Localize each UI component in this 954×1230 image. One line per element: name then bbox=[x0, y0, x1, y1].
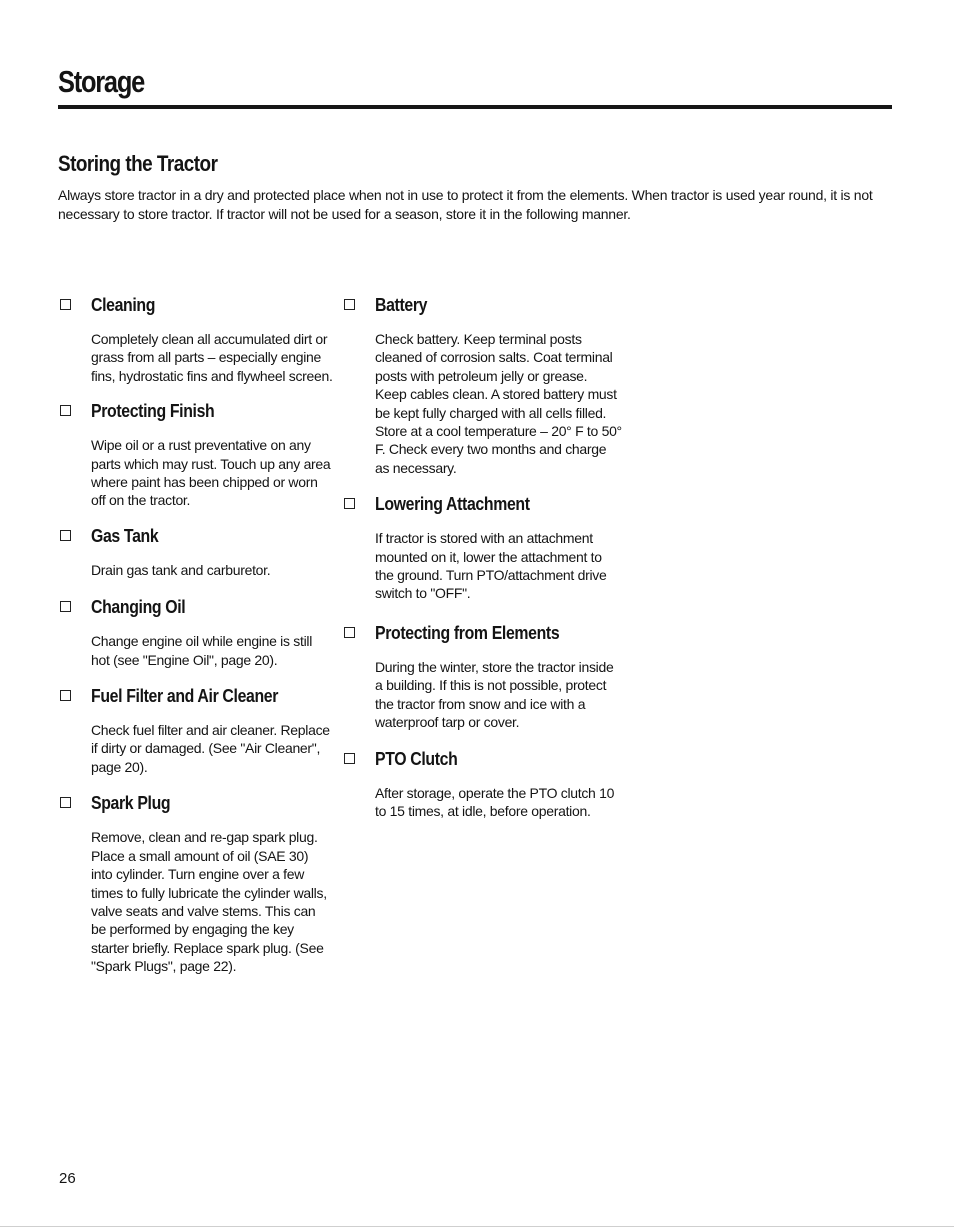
page-title: Storage bbox=[58, 64, 145, 99]
item-title: Fuel Filter and Air Cleaner bbox=[91, 686, 279, 707]
item-fuel-filter-air-cleaner bbox=[58, 683, 333, 776]
checkbox-icon bbox=[344, 299, 355, 310]
item-title: PTO Clutch bbox=[375, 748, 458, 769]
item-title: Battery bbox=[375, 295, 428, 315]
item-protecting-finish bbox=[58, 398, 333, 510]
item-body: Wipe oil or a rust preventative on any parts which may rust. Touch up any area where paint has been chipped or worn off on the tractor. bbox=[91, 437, 331, 509]
right-column bbox=[342, 292, 622, 820]
checkbox-icon bbox=[60, 530, 71, 541]
item-body: During the winter, store the tractor inside a building. If this is not possible, protect the tractor from snow and ice with a waterproof tarp or cover. bbox=[375, 658, 614, 731]
page-number: 26 bbox=[59, 1170, 76, 1187]
item-body: Check battery. Keep terminal posts cleaned of corrosion salts. Coat terminal posts with petroleum jelly or grease. Keep cables clean. A stored battery must be kept fully charged with all cells filled. Store at a cool temperature – 20° F to 50° F. Check every two months and charge as necessary. bbox=[375, 331, 622, 476]
item-title: Lowering Attachment bbox=[375, 494, 530, 515]
item-lowering-attachment bbox=[342, 491, 622, 603]
item-title: Spark Plug bbox=[91, 793, 171, 814]
bottom-edge-line bbox=[0, 1226, 954, 1227]
item-pto-clutch bbox=[342, 746, 622, 821]
item-body: Check fuel filter and air cleaner. Replace if dirty or damaged. (See "Air Cleaner", page 20). bbox=[91, 722, 330, 775]
item-body: Drain gas tank and carburetor. bbox=[91, 561, 271, 578]
intro-paragraph: Always store tractor in a dry and protected place when not in use to protect it from the elements. When tractor is used year round, it is not necessary to store tractor. If tractor will not be used for a season, store it in the following manner. bbox=[58, 187, 873, 222]
item-title: Cleaning bbox=[91, 295, 156, 315]
item-protecting-from-elements bbox=[342, 620, 622, 732]
item-gas-tank bbox=[58, 523, 333, 579]
left-column bbox=[58, 292, 333, 976]
checkbox-icon bbox=[344, 498, 355, 509]
item-body: Change engine oil while engine is still hot (see "Engine Oil", page 20). bbox=[91, 633, 313, 668]
section-title: Storing the Tractor bbox=[58, 151, 218, 176]
checkbox-icon bbox=[60, 299, 71, 310]
checkbox-icon bbox=[60, 797, 71, 808]
item-body: If tractor is stored with an attachment mounted on it, lower the attachment to the ground. Turn PTO/attachment drive switch to "OFF". bbox=[375, 530, 607, 602]
item-body: After storage, operate the PTO clutch 10 to 15 times, at idle, before operation. bbox=[375, 784, 615, 819]
item-title: Gas Tank bbox=[91, 525, 159, 546]
item-body: Remove, clean and re-gap spark plug. Place a small amount of oil (SAE 30) into cylinder. Turn engine over a few times to fully lubricate the cylinder walls, valve seats and valve stems. This can be performed by engaging the key starter briefly. Replace spark plug. (See "Spark Plugs", page 22). bbox=[91, 829, 327, 975]
item-body: Completely clean all accumulated dirt or grass from all parts – especially engine fins, hydrostatic fins and flywheel screen. bbox=[91, 331, 333, 384]
item-spark-plug bbox=[58, 790, 333, 975]
checkbox-icon bbox=[344, 753, 355, 764]
checkbox-icon bbox=[60, 690, 71, 701]
item-battery bbox=[342, 292, 622, 477]
checkbox-icon bbox=[60, 405, 71, 416]
item-title: Protecting Finish bbox=[91, 401, 215, 422]
header-rule bbox=[58, 105, 892, 109]
item-title: Protecting from Elements bbox=[375, 622, 560, 643]
checkbox-icon bbox=[344, 627, 355, 638]
item-changing-oil bbox=[58, 594, 333, 669]
item-cleaning bbox=[58, 292, 333, 385]
item-title: Changing Oil bbox=[91, 597, 186, 618]
checkbox-icon bbox=[60, 601, 71, 612]
